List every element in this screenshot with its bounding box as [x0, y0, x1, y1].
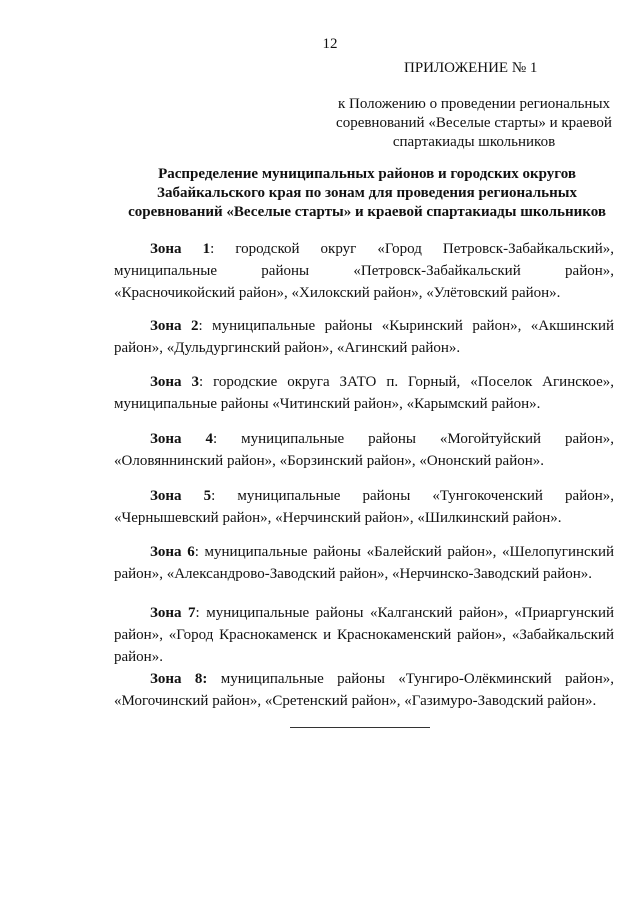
- zone-label: Зона 4: [150, 431, 214, 447]
- zone-7-paragraph: [114, 602, 614, 668]
- reference-line: спартакиады школьников: [392, 134, 556, 150]
- appendix-title: ПРИЛОЖЕНИЕ № 1: [404, 60, 538, 76]
- page-number: 12: [322, 36, 338, 52]
- zone-text: : муниципальные районы «Могойтуйский район», «Оловяннинский район», «Борзинский район», «Ононский район».: [114, 431, 614, 469]
- title-line: Распределение муниципальных районов и городских округов: [158, 166, 576, 182]
- zone-text: : муниципальные районы «Кыринский район», «Акшинский район», «Дульдургинский район», «Агинский район».: [114, 318, 615, 356]
- zone-8-paragraph: [114, 668, 614, 712]
- zone-label: Зона 2: [150, 318, 199, 334]
- zone-6-paragraph: [114, 541, 614, 585]
- zone-text: : муниципальные районы «Тунгокоченский район», «Чернышевский район», «Нерчинский район», «Шилкинский район».: [114, 488, 614, 526]
- zone-label: Зона 5: [150, 488, 212, 504]
- appendix-reference: [330, 95, 618, 152]
- zone-text: : городские округа ЗАТО п. Горный, «Поселок Агинское», муниципальные районы «Читинский район», «Карымский район».: [114, 374, 614, 412]
- reference-line: к Положению о проведении региональных: [337, 96, 611, 112]
- zone-text: муниципальные районы «Тунгиро-Олёкминский район», «Могочинский район», «Сретенский район», «Газимуро-Заводский район».: [114, 671, 614, 709]
- zone-1-paragraph: [114, 238, 614, 304]
- zone-label: Зона 6: [150, 544, 195, 560]
- zone-3-paragraph: [114, 371, 614, 415]
- zone-label: Зона 3: [150, 374, 200, 390]
- zone-text: : городской округ «Город Петровск-Забайкальский», муниципальные районы «Петровск-Забайкальский район», «Красночикойский район», «Хилокский район», «Улётовский район».: [114, 241, 615, 301]
- reference-line: соревнований «Веселые старты» и краевой: [336, 115, 612, 131]
- end-divider: [290, 727, 430, 728]
- zone-5-paragraph: [114, 485, 614, 529]
- zone-2-paragraph: [114, 315, 614, 359]
- document-title: [114, 165, 620, 222]
- zone-label: Зона 8:: [150, 671, 208, 687]
- title-line: соревнований «Веселые старты» и краевой спартакиады школьников: [128, 204, 606, 220]
- zone-label: Зона 1: [150, 241, 211, 257]
- zone-text: : муниципальные районы «Калганский район», «Приаргунский район», «Город Краснокаменск и Краснокаменский район», «Забайкальский район».: [114, 605, 615, 665]
- zone-4-paragraph: [114, 428, 614, 472]
- zone-text: : муниципальные районы «Балейский район», «Шелопугинский район», «Александрово-Заводский район», «Нерчинско-Заводский район».: [114, 544, 614, 582]
- zone-label: Зона 7: [150, 605, 196, 621]
- title-line: Забайкальского края по зонам для проведения региональных: [157, 185, 577, 201]
